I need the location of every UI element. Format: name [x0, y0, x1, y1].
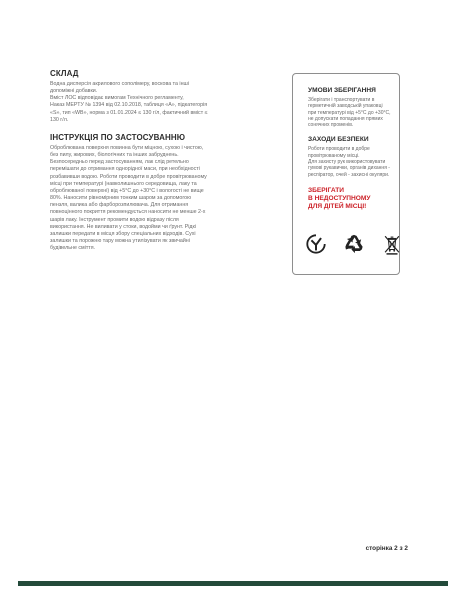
instructions-line: залишки та порожню тару можна утилізувати як звичайні — [50, 237, 190, 244]
recycling-icon — [343, 233, 365, 255]
safety-line: провітрюваному місці. — [308, 152, 360, 159]
instructions-line: шарів лаку. Інструмент промити водою відразу після — [50, 216, 179, 223]
storage-line: не допускати попадання прямих — [308, 115, 383, 122]
storage-line: герметичній заводській упаковці — [308, 103, 383, 110]
storage-line: сонячних променів. — [308, 122, 354, 129]
instructions-text — [50, 145, 272, 252]
instructions-line: оброблюваної поверхні) від +5°С до +30°С і вологості не вище — [50, 187, 204, 194]
instructions-line: повноцінного покриття рекомендується наносити не менше 2-х — [50, 209, 206, 216]
warning-line: ДЛЯ ДІТЕЙ МІСЦІ! — [308, 202, 367, 210]
safety-text — [308, 146, 391, 177]
safety-line: Роботи проводити в добре — [308, 146, 370, 153]
composition-line: 130 г/л. — [50, 116, 69, 123]
instructions-line: пензля, валика або фарборозпилювача. Для отримання — [50, 202, 189, 209]
instructions-line: використання. Не виливати у стоки, водойми чи ґрунт. Рідкі — [50, 223, 196, 230]
composition-heading: СКЛАД — [50, 69, 79, 78]
instructions-line: будівельне сміття. — [50, 245, 96, 252]
safety-line: респіратор, очей - захисні окуляри. — [308, 171, 390, 178]
storage-text — [308, 97, 391, 128]
instructions-heading: ІНСТРУКЦІЯ ПО ЗАСТОСУВАННЮ — [50, 132, 186, 142]
instructions-line: 80%. Наносити рівномірним тонким шаром за допомогою — [50, 195, 192, 202]
certification-icons — [305, 233, 403, 255]
instructions-line: без пилу, жирових, біологічних та інших забруднень. — [50, 152, 179, 159]
instructions-line: Безпосередньо перед застосуванням, лак слід ретельно — [50, 159, 189, 166]
crossed-out-wheelie-bin-icon — [381, 233, 403, 255]
warning-line: В НЕДОСТУПНОМУ — [308, 194, 371, 202]
storage-line: при температурі від +5°С до +30°С, — [308, 109, 391, 116]
instructions-line: розбавивши водою. Роботи проводити в добре провітрюваному — [50, 173, 207, 180]
instructions-line: Оброблювана поверхня повинна бути міцною, сухою і чистою, — [50, 144, 204, 151]
child-safety-warning — [308, 187, 391, 211]
storage-heading: УМОВИ ЗБЕРІГАННЯ — [308, 87, 376, 94]
composition-line: Водна дисперсія акрилового сополімеру, воскова та інші — [50, 81, 189, 87]
composition-line: Наказ МЕРТУ № 1394 від 02.10.2018, таблиця «А», підкатегорія — [50, 102, 208, 109]
storage-line: Зберігати і транспортувати в — [308, 97, 375, 103]
page-number: сторінка 2 з 2 — [365, 545, 408, 552]
composition-line: Вміст ЛОС відповідає вимогам Технічного регламенту, — [50, 95, 184, 102]
instructions-line: залишки передати в місця збору спеціальних відходів. Сухі — [50, 230, 196, 237]
ukrsepro-quality-mark-icon — [305, 233, 327, 255]
composition-text — [50, 81, 272, 124]
safety-line: гумові рукавички, органів дихання - — [308, 165, 390, 172]
safety-line: Для захисту рук використовувати — [308, 159, 386, 166]
warning-line: ЗБЕРІГАТИ — [308, 186, 345, 194]
safety-heading: ЗАХОДИ БЕЗПЕКИ — [308, 136, 369, 144]
composition-line: «S», тип «WB», норма з 01.01.2024 ≤ 130 г/л, фактичний вміст ≤ — [50, 109, 208, 116]
composition-line: допоміжні добавки. — [50, 88, 98, 95]
instructions-line: місці при температурі (навколишнього середовища, лаку та — [50, 180, 197, 187]
instructions-line: перемішати до отримання однорідної маси, при необхідності — [50, 166, 200, 173]
footer-bar — [18, 581, 448, 586]
storage-safety-box — [292, 73, 400, 275]
left-column — [50, 69, 272, 252]
